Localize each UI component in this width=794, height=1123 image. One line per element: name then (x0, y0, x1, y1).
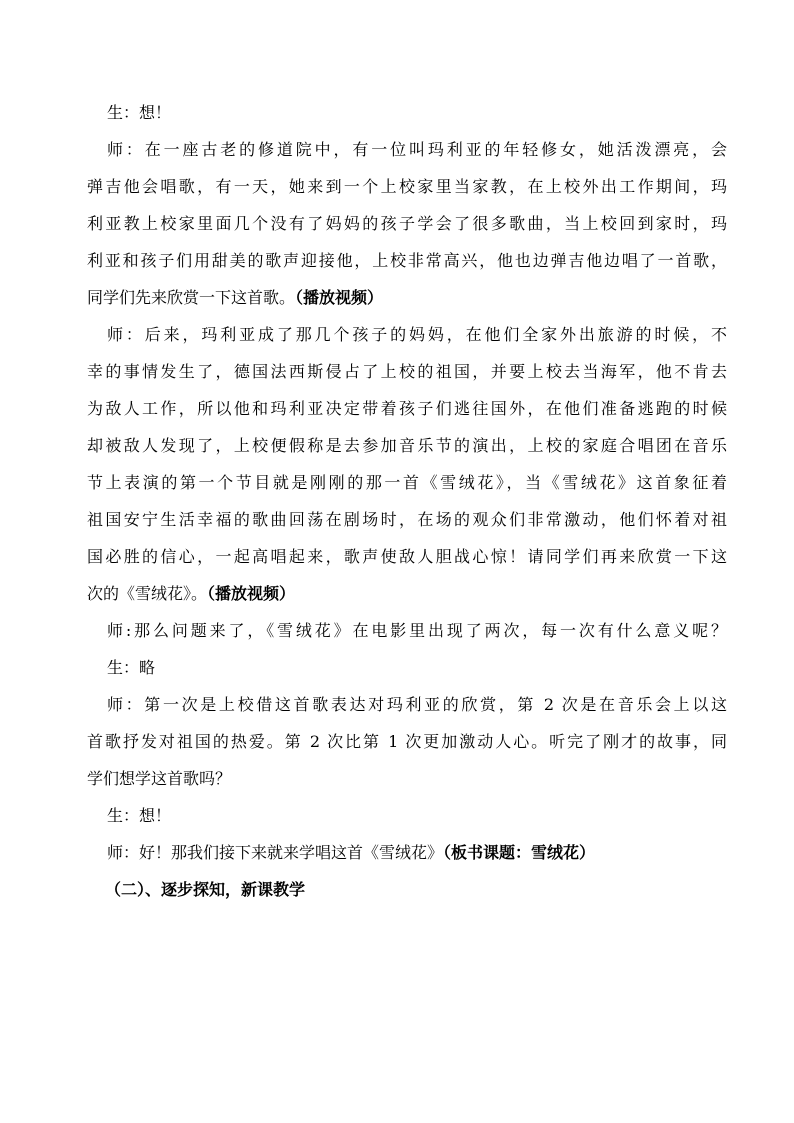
student-reply-3 (107, 803, 727, 840)
text-line (107, 692, 727, 729)
text: 生：略 (107, 658, 156, 677)
text-line (87, 285, 727, 322)
teacher-story-paragraph-1 (87, 137, 727, 322)
student-reply-1 (107, 100, 727, 137)
text-line (87, 581, 727, 618)
text: 节上表演的第一个节目就是刚刚的那一首《雪绒花》，当《雪绒花》这首象征着 (87, 473, 727, 492)
text: 师:那么问题来了，《雪绒花》在电影里出现了两次，每一次有什么意义呢？ (107, 621, 727, 640)
text: 师：后来，玛利亚成了那几个孩子的妈妈，在他们全家外出旅游的时候，不 (107, 325, 727, 344)
text-line (87, 396, 727, 433)
text-line (87, 174, 727, 211)
teacher-explanation (87, 692, 727, 803)
text: 祖国安宁生活幸福的歌曲回荡在剧场时，在场的观众们非常激动，他们怀着对祖 (87, 510, 727, 529)
text: 幸的事情发生了，德国法西斯侵占了上校的祖国，并要上校去当海军，他不肯去 (87, 362, 727, 381)
teacher-transition (107, 840, 727, 877)
text: 生：想！ (107, 806, 172, 825)
text: 却被敌人发现了，上校便假称是去参加音乐节的演出，上校的家庭合唱团在音乐 (87, 436, 727, 455)
text: 为敌人工作，所以他和玛利亚决定带着孩子们逃往国外，在他们准备逃跑的时候 (87, 399, 727, 418)
bold-annotation: （板书课题：雪绒花） (443, 843, 596, 862)
text-line (87, 248, 727, 285)
text: 生：想！ (107, 103, 172, 122)
student-reply-2 (107, 655, 727, 692)
text-line (87, 729, 727, 766)
bold-annotation: （播放视频） (207, 584, 296, 603)
text: 师：第一次是上校借这首歌表达对玛利亚的欣赏，第 2 次是在音乐会上以这 (107, 695, 727, 714)
section-heading (105, 877, 727, 914)
text: 师：好！那我们接下来就来学唱这首《雪绒花》 (107, 843, 444, 862)
text-line (87, 211, 727, 248)
text-line (87, 766, 727, 803)
text-line (87, 433, 727, 470)
text: 弹吉他会唱歌，有一天，她来到一个上校家里当家教，在上校外出工作期间，玛 (87, 177, 727, 196)
teacher-story-paragraph-2 (87, 322, 727, 618)
text-line (87, 359, 727, 396)
document-body (87, 100, 727, 914)
text-line (107, 137, 727, 174)
text: 利亚教上校家里面几个没有了妈妈的孩子学会了很多歌曲，当上校回到家时，玛 (87, 214, 727, 233)
text-line (87, 544, 727, 581)
text: 次的《雪绒花》。 (87, 584, 208, 603)
text: 首歌抒发对祖国的热爱。第 2 次比第 1 次更加激动人心。听完了刚才的故事，同 (87, 732, 727, 751)
text-line (107, 322, 727, 359)
teacher-question (107, 618, 727, 655)
text: 利亚和孩子们用甜美的歌声迎接他，上校非常高兴，他也边弹吉他边唱了一首歌， (87, 251, 727, 270)
text: 学们想学这首歌吗？ (87, 769, 232, 788)
text: 同学们先来欣赏一下这首歌。 (87, 288, 296, 307)
text: 国必胜的信心，一起高唱起来，歌声使敌人胆战心惊！请同学们再来欣赏一下这 (87, 547, 727, 566)
bold-annotation: （播放视频） (295, 288, 384, 307)
text: 师：在一座古老的修道院中，有一位叫玛利亚的年轻修女，她活泼漂亮，会 (107, 140, 727, 159)
text-line (87, 470, 727, 507)
heading-text: （二）、逐步探知，新课教学 (105, 880, 306, 899)
text-line (87, 507, 727, 544)
